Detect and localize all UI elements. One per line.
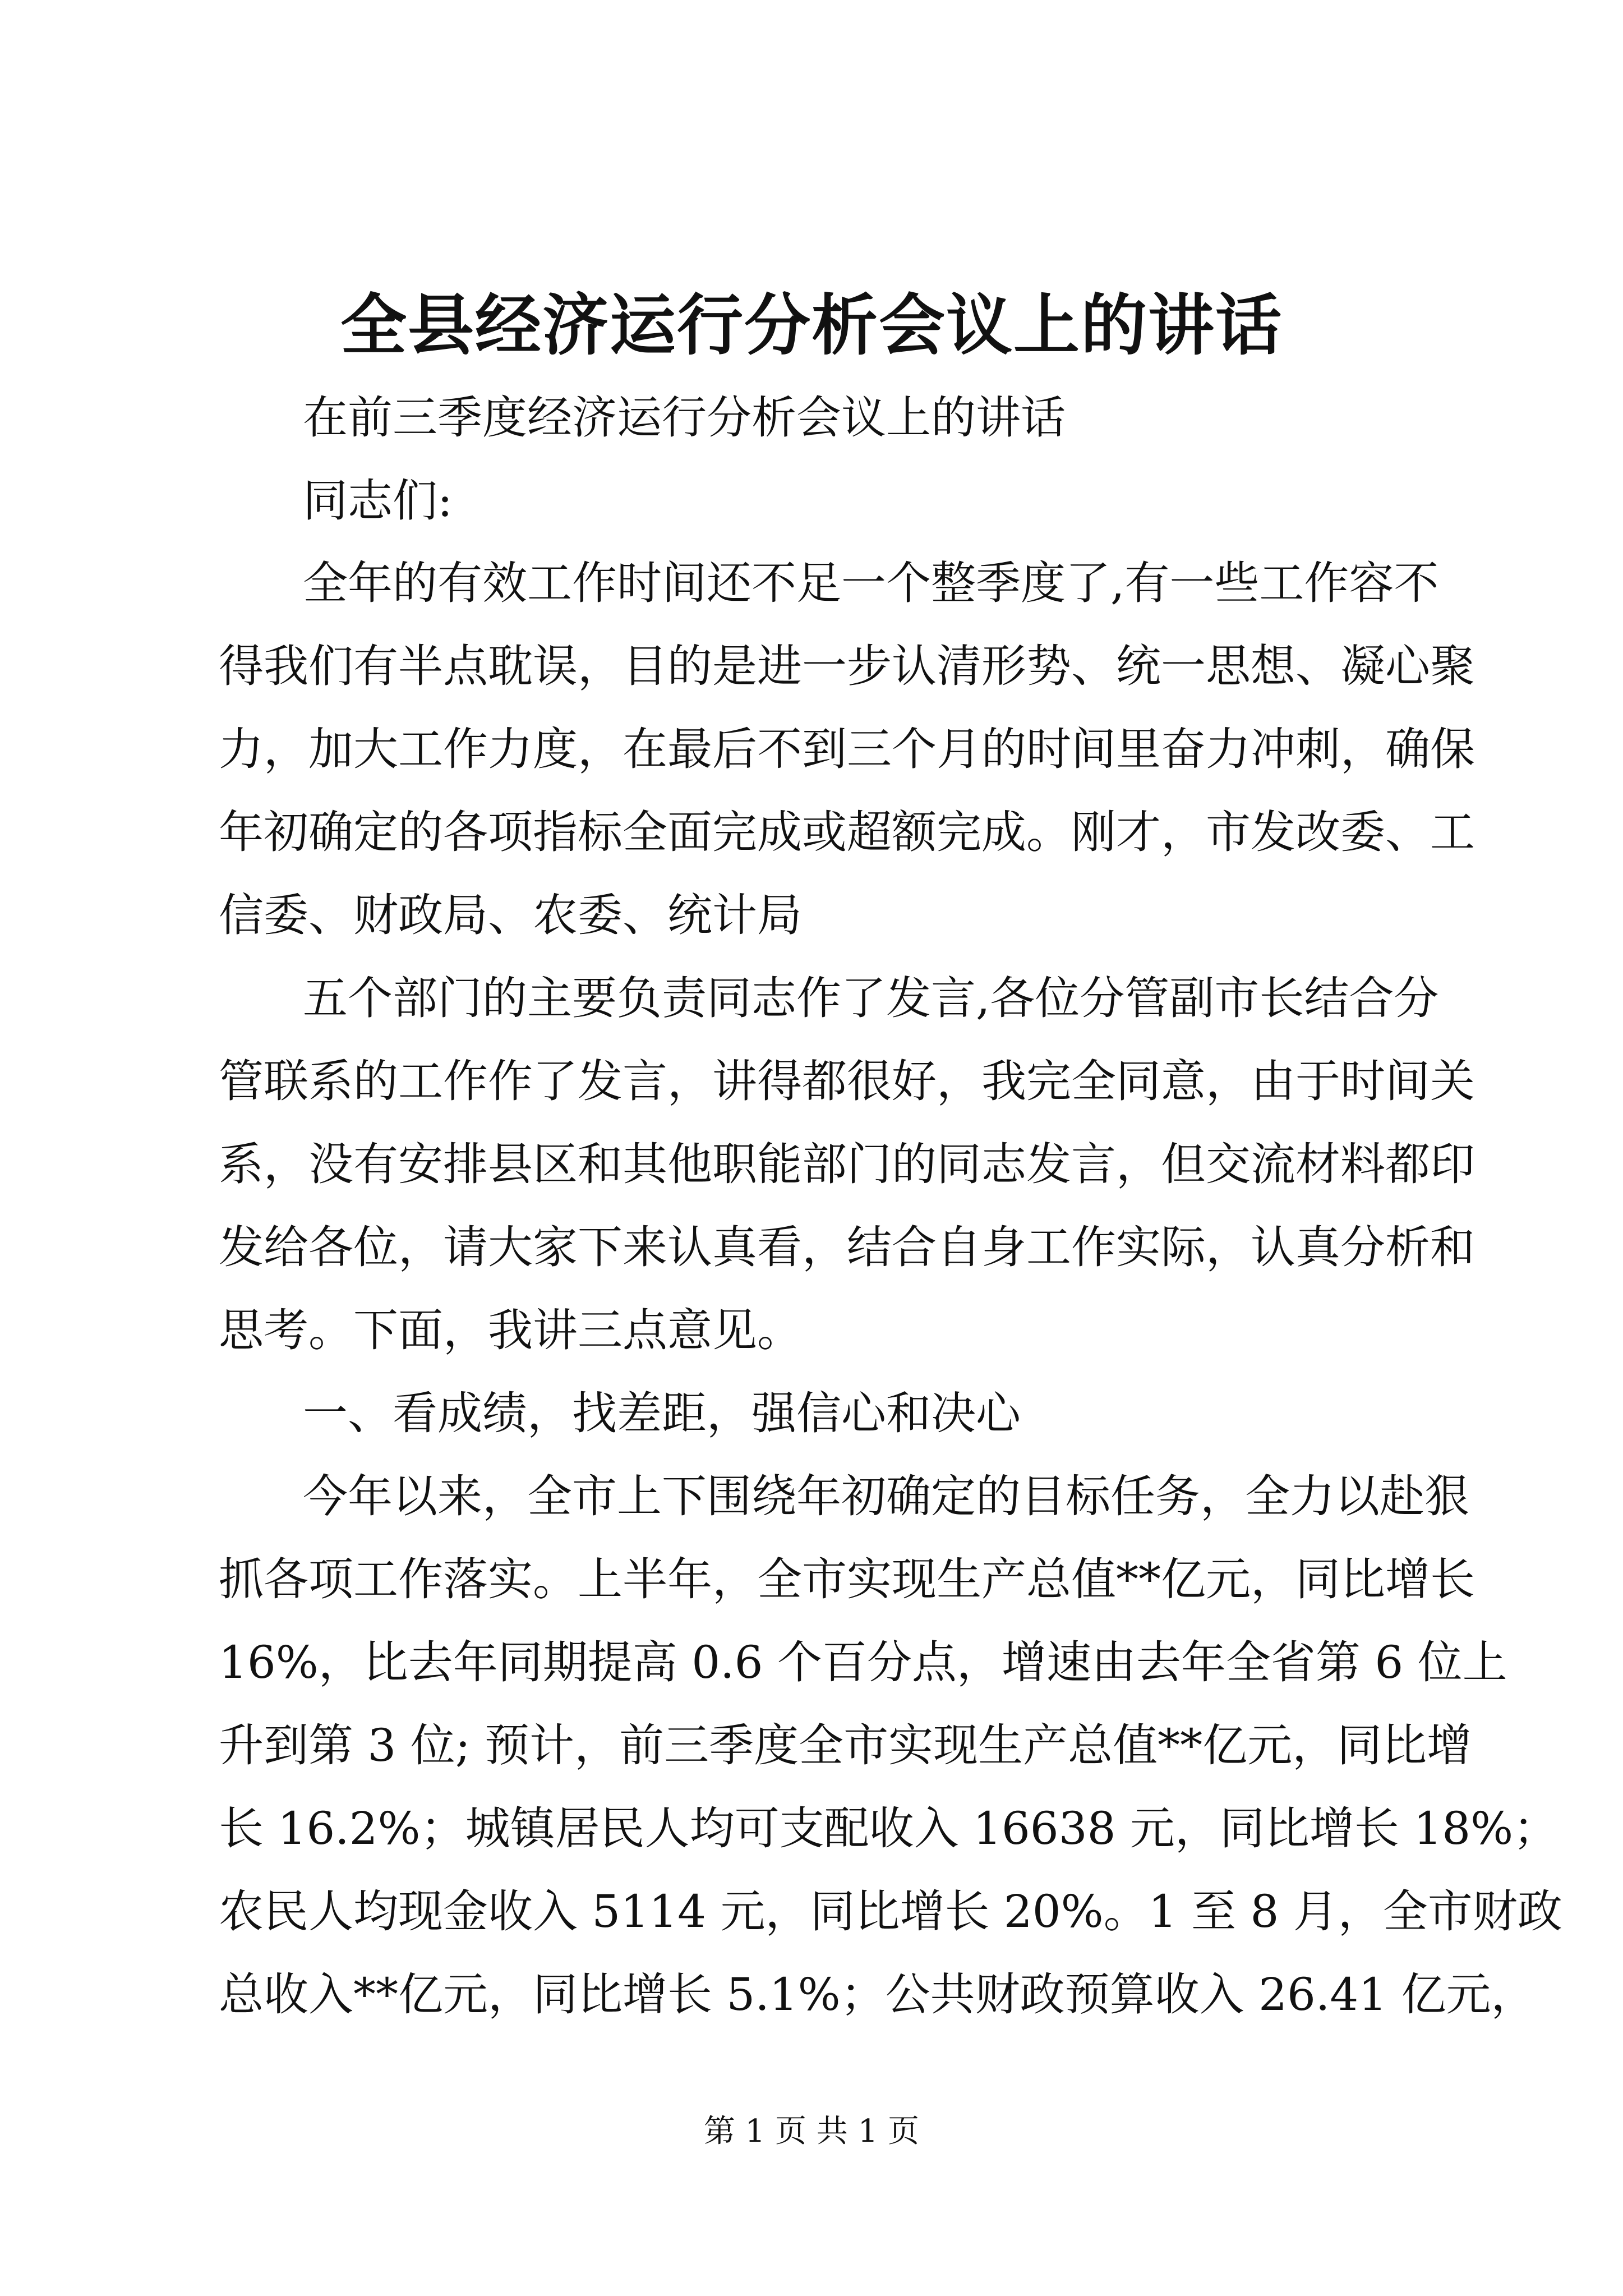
- paragraph-line: 抓各项工作落实。上半年，全市实现生产总值**亿元，同比增长: [219, 1553, 1475, 1605]
- paragraph-line: 总收入**亿元，同比增长 5.1%；公共财政预算收入 26.41 亿元，: [219, 1968, 1536, 2021]
- paragraph-line: 思考。下面，我讲三点意见。: [219, 1304, 802, 1356]
- paragraph-line: 农民人均现金收入 5114 元，同比增长 20%。1 至 8 月，全市财政: [219, 1885, 1562, 1938]
- paragraph-line: 升到第 3 位; 预计，前三季度全市实现生产总值**亿元，同比增: [219, 1719, 1472, 1772]
- document-title: 全县经济运行分析会议上的讲话: [340, 286, 1283, 364]
- paragraph-line: 得我们有半点耽误，目的是进一步认清形势、统一思想、凝心聚: [219, 640, 1475, 692]
- page-footer: 第 1 页 共 1 页: [703, 2113, 920, 2150]
- paragraph-line: 力，加大工作力度，在最后不到三个月的时间里奋力冲刺，确保: [219, 723, 1475, 775]
- section-heading: 一、看成绩，找差距，强信心和决心: [303, 1387, 1021, 1439]
- paragraph-line: 五个部门的主要负责同志作了发言,各位分管副市长结合分: [303, 972, 1439, 1024]
- paragraph-line: 年初确定的各项指标全面完成或超额完成。刚才，市发改委、工: [219, 806, 1475, 858]
- paragraph-line: 今年以来，全市上下围绕年初确定的目标任务，全力以赴狠: [303, 1470, 1469, 1522]
- paragraph-line: 长 16.2%；城镇居民人均可支配收入 16638 元，同比增长 18%；: [219, 1802, 1559, 1855]
- subtitle-line: 在前三季度经济运行分析会议上的讲话: [303, 392, 1066, 444]
- paragraph-line: 信委、财政局、农委、统计局: [219, 889, 802, 941]
- paragraph-line: 发给各位，请大家下来认真看，结合自身工作实际，认真分析和: [219, 1221, 1475, 1273]
- salutation-line: 同志们:: [303, 475, 453, 527]
- paragraph-line: 管联系的工作作了发言，讲得都很好，我完全同意，由于时间关: [219, 1055, 1475, 1107]
- paragraph-line: 16%，比去年同期提高 0.6 个百分点，增速由去年全省第 6 位上: [219, 1636, 1507, 1688]
- paragraph-line: 系，没有安排县区和其他职能部门的同志发言，但交流材料都印: [219, 1138, 1475, 1190]
- paragraph-line: 全年的有效工作时间还不足一个整季度了,有一些工作容不: [303, 557, 1439, 609]
